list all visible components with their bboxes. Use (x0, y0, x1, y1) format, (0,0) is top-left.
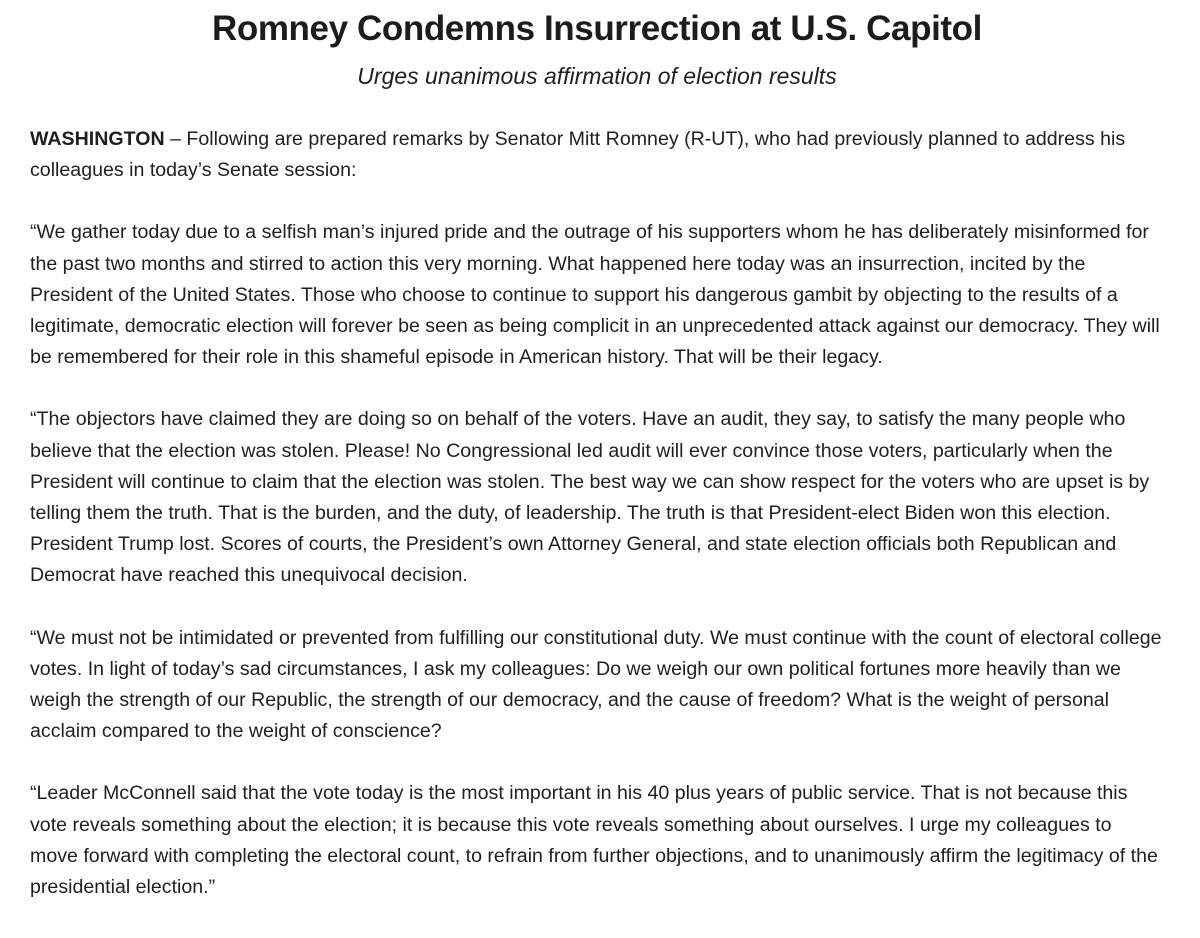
quote-paragraph-4: “Leader McConnell said that the vote today is the most important in his 40 plus years of public service. That is not because this vote reveals something about the election; it is because this vote reveals something about ourselves. I urge my colleagues to move forward with completing the electoral count, to refrain from further objections, and to unanimously affirm the legitimacy of the presidential election.” (30, 782, 1158, 899)
quote-paragraph-3: “We must not be intimidated or prevented from fulfilling our constitutional duty. We must continue with the count of electoral college votes. In light of today’s sad circumstances, I ask my colleagues: Do we weigh our own political fortunes more heavily than we weigh the strength of our Republic, the strength of our democracy, and the cause of freedom? What is the weight of personal acclaim compared to the weight of conscience? (30, 626, 1162, 743)
dateline: WASHINGTON (30, 128, 165, 150)
headline: Romney Condemns Insurrection at U.S. Capitol (211, 9, 982, 48)
subheadline: Urges unanimous affirmation of election results (357, 63, 837, 89)
intro-text: – Following are prepared remarks by Senator Mitt Romney (R-UT), who had previously planned to address his colleagues in today’s Senate session: (30, 128, 1126, 182)
article-body (30, 124, 1164, 903)
intro-paragraph (30, 124, 1164, 186)
quote-paragraph-2: “The objectors have claimed they are doing so on behalf of the voters. Have an audit, they say, to satisfy the many people who believe that the election was stolen. Please! No Congressional led audit will ever convince those voters, particularly when the President will continue to claim that the election was stolen. The best way we can show respect for the voters who are upset is by telling them the truth. That is the burden, and the duty, of leadership. The truth is that President-elect Biden won this election. President Trump lost. Scores of courts, the President’s own Attorney General, and state election officials both Republican and Democrat have reached this unequivocal decision. (30, 408, 1150, 587)
quote-paragraph-1: “We gather today due to a selfish man’s injured pride and the outrage of his supporters whom he has deliberately misinformed for the past two months and stirred to action this very morning. What happened here today was an insurrection, incited by the President of the United States. Those who choose to continue to support his dangerous gambit by objecting to the results of a legitimate, democratic election will forever be seen as being complicit in an unprecedented attack against our democracy. They will be remembered for their role in this shameful episode in American history. That will be their legacy. (30, 221, 1160, 369)
